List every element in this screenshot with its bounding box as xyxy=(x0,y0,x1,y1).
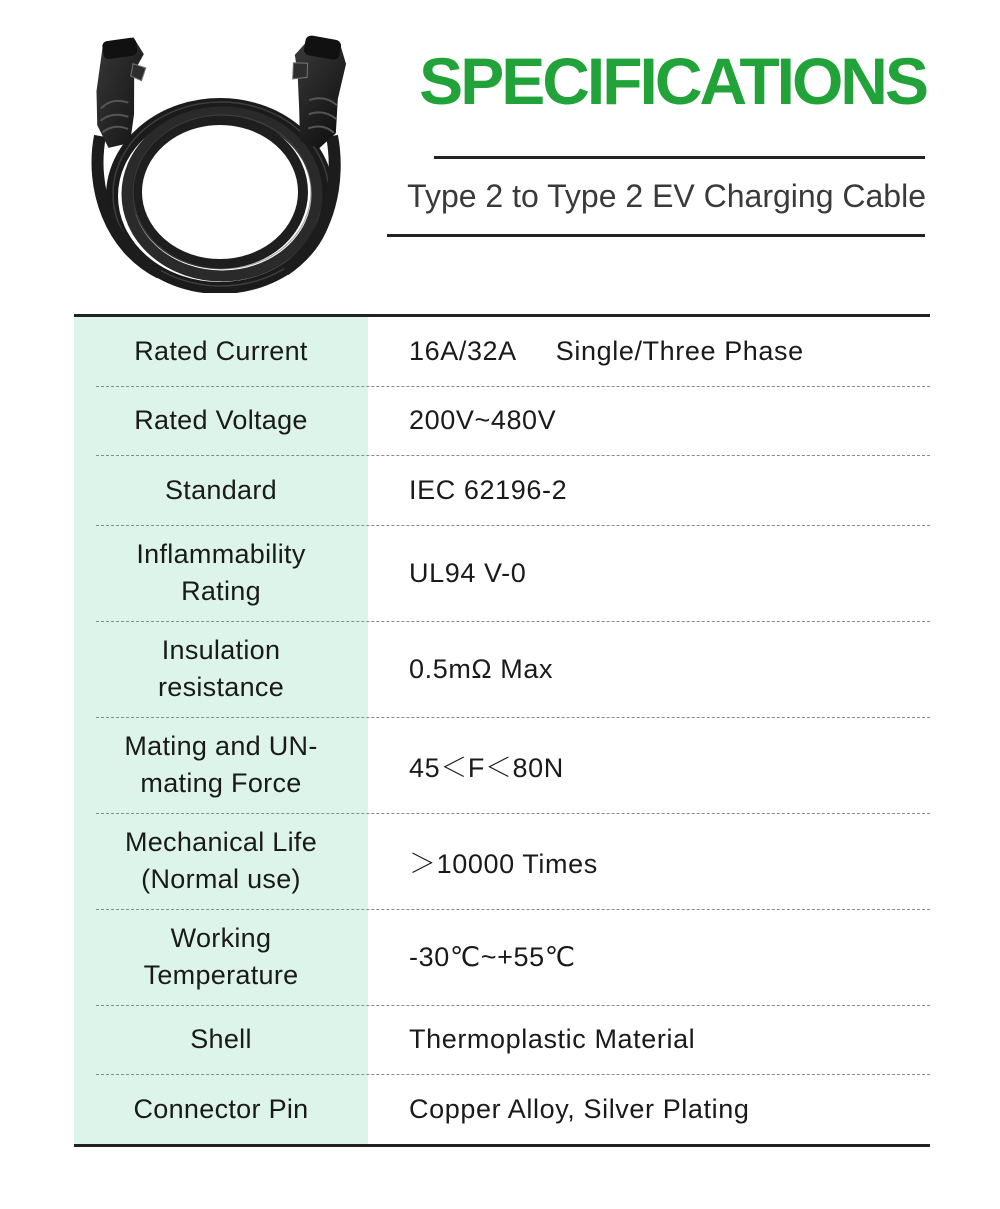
spec-row-mating-force xyxy=(74,717,930,813)
spec-label: Mechanical Life (Normal use) xyxy=(74,813,368,909)
spec-label: Working Temperature xyxy=(74,909,368,1005)
spec-label: Insulation resistance xyxy=(74,621,368,717)
page-title: SPECIFICATIONS xyxy=(419,44,926,118)
spec-value: IEC 62196-2 xyxy=(409,474,568,505)
spec-value: ＞10000 Times xyxy=(409,848,598,879)
spec-row-insulation-resistance xyxy=(74,621,930,717)
spec-value: Thermoplastic Material xyxy=(409,1024,696,1054)
spec-value: -30℃~+55℃ xyxy=(409,941,576,972)
ev-charging-cable-icon xyxy=(70,18,360,293)
spec-row-inflammability-rating xyxy=(74,525,930,621)
spec-row-mechanical-life xyxy=(74,813,930,909)
spec-table xyxy=(74,314,930,1147)
spec-label: Rated Current xyxy=(74,317,368,386)
spec-value: 200V~480V xyxy=(409,405,557,435)
spec-label: Standard xyxy=(74,455,368,525)
spec-value: 16A/32A Single/Three Phase xyxy=(409,336,804,366)
spec-row-working-temperature xyxy=(74,909,930,1005)
spec-value: UL94 V-0 xyxy=(409,557,527,588)
spec-value: 45＜F＜80N xyxy=(409,752,564,783)
spec-row-rated-current xyxy=(74,317,930,386)
spec-label: Mating and UN-mating Force xyxy=(74,717,368,813)
subtitle-divider xyxy=(387,234,925,237)
spec-value: 0.5mΩ Max xyxy=(409,653,554,684)
spec-label: Shell xyxy=(74,1005,368,1074)
spec-label: Inflammability Rating xyxy=(74,525,368,621)
spec-row-shell xyxy=(74,1005,930,1074)
spec-label: Connector Pin xyxy=(74,1074,368,1144)
spec-row-rated-voltage xyxy=(74,386,930,455)
spec-row-standard xyxy=(74,455,930,525)
spec-value: Copper Alloy, Silver Plating xyxy=(409,1093,750,1124)
spec-label: Rated Voltage xyxy=(74,386,368,455)
page-subtitle: Type 2 to Type 2 EV Charging Cable xyxy=(407,178,926,214)
spec-row-connector-pin xyxy=(74,1074,930,1144)
title-divider xyxy=(434,156,925,159)
